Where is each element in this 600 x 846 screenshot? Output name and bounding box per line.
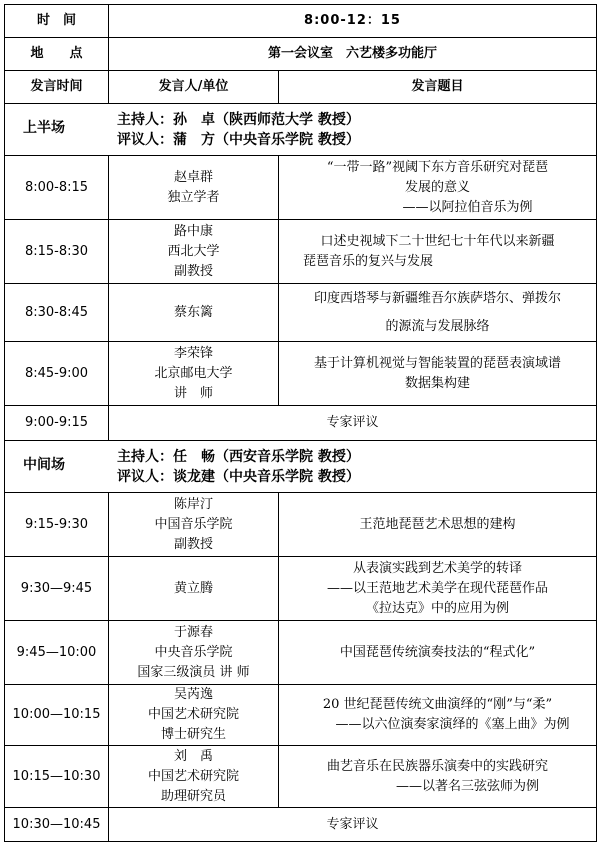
table-row [5,220,597,284]
time-value: 8:00-12：15 [109,5,597,38]
session-name: 上半场 [23,120,65,136]
row-topic [279,685,597,746]
row-time: 8:30-8:45 [5,284,109,342]
row-time: 10:15—10:30 [5,746,109,808]
speaker-title: 讲 师 [173,385,213,401]
speaker-affiliation: 中国艺术研究院 [147,768,239,784]
row-time: 9:15-9:30 [5,493,109,557]
speaker-title: 副教授 [173,536,213,552]
row-speaker [109,342,279,406]
row-speaker [109,220,279,284]
speaker-affiliation: 中国艺术研究院 [147,707,239,722]
row-time: 9:45—10:00 [5,621,109,685]
session-header-row [5,441,597,493]
session-host: 主持人：孙 卓（陕西师范大学 教授） [117,111,360,128]
row-topic [279,156,597,220]
speaker-name: 陈岸汀 [173,496,213,512]
session-reviewer: 评议人：蒲 方（中央音乐学院 教授） [117,131,360,148]
review-label: 专家评议 [109,808,597,842]
table-row [5,746,597,808]
topic-line: 印度西塔琴与新疆维吾尔族萨塔尔、弹拨尔 [314,290,562,306]
row-time: 9:00-9:15 [5,406,109,441]
speaker-title: 助理研究员 [160,788,226,804]
speaker-name: 蔡东篱 [173,304,213,320]
row-time: 8:45-9:00 [5,342,109,406]
speaker-affiliation: 中央音乐学院 [154,644,233,660]
topic-line: 《拉达克》中的应用为例 [366,600,510,616]
schedule-table [4,4,597,842]
topic-line: 琵琶音乐的复兴与发展 [303,253,434,269]
row-topic [279,493,597,557]
column-header-row [5,71,597,104]
topic-line: 口述史视域下二十世纪七十年代以来新疆 [320,233,555,249]
topic-line: 中国琵琶传统演奏技法的“程式化” [339,644,536,660]
table-row [5,685,597,746]
speaker-name: 赵卓群 [173,169,213,185]
topic-line: 20 世纪琵琶传统文曲演绎的“刚”与“柔” [322,697,553,712]
speaker-title: 国家三级演员 讲 师 [137,664,250,680]
row-topic [279,220,597,284]
topic-line: 基于计算机视觉与智能装置的琵琶表演域谱 [314,355,562,371]
speaker-name: 黄立腾 [173,580,213,596]
session-name: 中间场 [23,457,65,473]
col-header-speaker: 发言人/单位 [109,71,279,104]
speaker-name: 吴芮逸 [173,687,213,702]
topic-line: ——以六位演奏家演绎的《塞上曲》为例 [335,717,570,732]
topic-line: 数据集构建 [405,375,471,391]
session-header-row [5,104,597,156]
table-row [5,493,597,557]
speaker-name: 路中康 [173,223,213,239]
topic-line: 王范地琵琶艺术思想的建构 [359,516,516,532]
row-topic [279,342,597,406]
topic-line: ——以王范地艺术美学在现代琵琶作品 [327,580,549,596]
table-row [5,284,597,342]
row-speaker [109,746,279,808]
row-topic [279,284,597,342]
table-row [5,621,597,685]
row-topic [279,557,597,621]
speaker-title: 副教授 [173,263,213,279]
row-speaker [109,156,279,220]
topic-line: 从表演实践到艺术美学的转译 [353,560,523,576]
row-speaker [109,284,279,342]
speaker-title: 博士研究生 [160,727,226,742]
place-row [5,38,597,71]
table-row [5,557,597,621]
table-row [5,156,597,220]
row-time: 8:00-8:15 [5,156,109,220]
place-value: 第一会议室 六艺楼多功能厅 [109,38,597,71]
speaker-name: 于源春 [173,624,213,640]
row-topic [279,621,597,685]
topic-line: “一带一路”视阈下东方音乐研究对琵琶 [326,159,549,175]
col-header-topic: 发言题目 [279,71,597,104]
row-time: 9:30—9:45 [5,557,109,621]
row-speaker [109,685,279,746]
place-label: 地 点 [5,38,109,71]
row-topic [279,746,597,808]
time-row [5,5,597,38]
col-header-time: 发言时间 [5,71,109,104]
row-time: 10:00—10:15 [5,685,109,746]
review-row [5,808,597,842]
row-speaker [109,621,279,685]
table-row [5,342,597,406]
session-header [5,104,597,156]
row-speaker [109,557,279,621]
row-speaker [109,493,279,557]
speaker-affiliation: 北京邮电大学 [154,365,233,381]
session-host: 主持人：任 畅（西安音乐学院 教授） [117,448,360,465]
session-header [5,441,597,493]
speaker-name: 刘 禹 [173,748,213,764]
speaker-affiliation: 中国音乐学院 [154,516,233,532]
row-time: 10:30—10:45 [5,808,109,842]
row-time: 8:15-8:30 [5,220,109,284]
topic-subtitle: ——以阿拉伯音乐为例 [402,199,533,215]
topic-line: 发展的意义 [405,179,471,195]
review-row [5,406,597,441]
topic-line: 曲艺音乐在民族器乐演奏中的实践研究 [327,758,549,774]
session-reviewer: 评议人：谈龙建（中央音乐学院 教授） [117,468,360,485]
time-label: 时 间 [5,5,109,38]
topic-line: 的源流与发展脉络 [385,318,490,334]
speaker-name: 李荣锋 [173,345,213,361]
review-label: 专家评议 [109,406,597,441]
topic-line: ——以著名三弦弦师为例 [396,778,540,794]
speaker-affiliation: 西北大学 [167,243,220,259]
speaker-affiliation: 独立学者 [167,189,220,205]
